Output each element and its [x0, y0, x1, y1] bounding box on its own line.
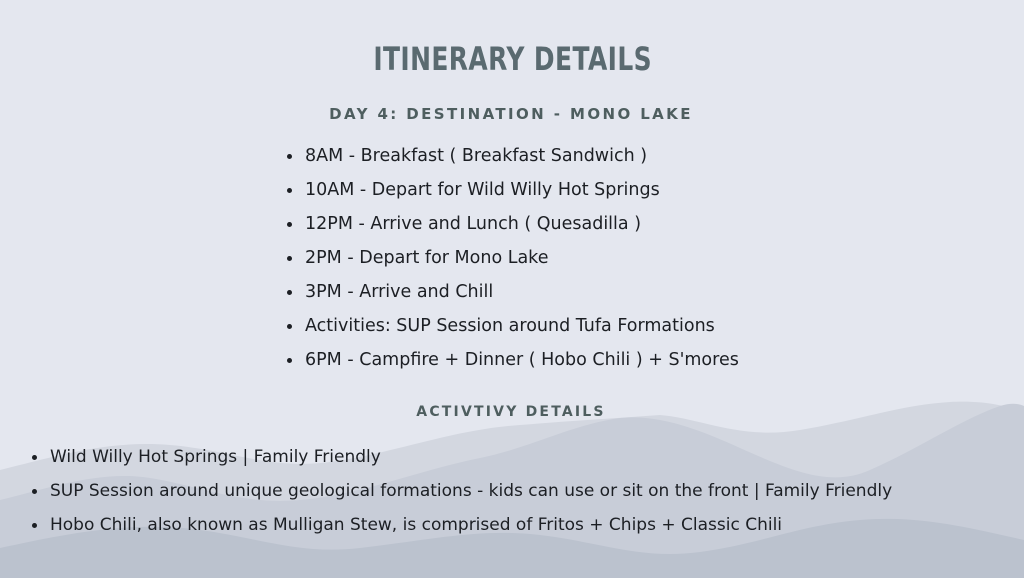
schedule-item: 8AM - Breakfast ( Breakfast Sandwich ) — [305, 139, 739, 173]
schedule-item: 2PM - Depart for Mono Lake — [305, 241, 739, 275]
schedule-item: 3PM - Arrive and Chill — [305, 275, 739, 309]
schedule-item: 12PM - Arrive and Lunch ( Quesadilla ) — [305, 207, 739, 241]
schedule-item: 10AM - Depart for Wild Willy Hot Springs — [305, 173, 739, 207]
day-heading: DAY 4: DESTINATION - MONO LAKE — [329, 105, 693, 123]
activity-detail-item: SUP Session around unique geological formations - kids can use or sit on the front | Family Friendly — [50, 474, 892, 508]
activity-heading: ACTIVTIVY DETAILS — [416, 404, 606, 420]
page-title: ITINERARY DETAILS — [373, 40, 652, 78]
activity-detail-item: Wild Willy Hot Springs | Family Friendly — [50, 440, 892, 474]
schedule-item: 6PM - Campfire + Dinner ( Hobo Chili ) + S'mores — [305, 343, 739, 377]
activity-details-list — [50, 440, 892, 542]
activity-detail-item: Hobo Chili, also known as Mulligan Stew, is comprised of Fritos + Chips + Classic Chili — [50, 508, 892, 542]
schedule-item: Activities: SUP Session around Tufa Formations — [305, 309, 739, 343]
schedule-list — [305, 139, 739, 377]
